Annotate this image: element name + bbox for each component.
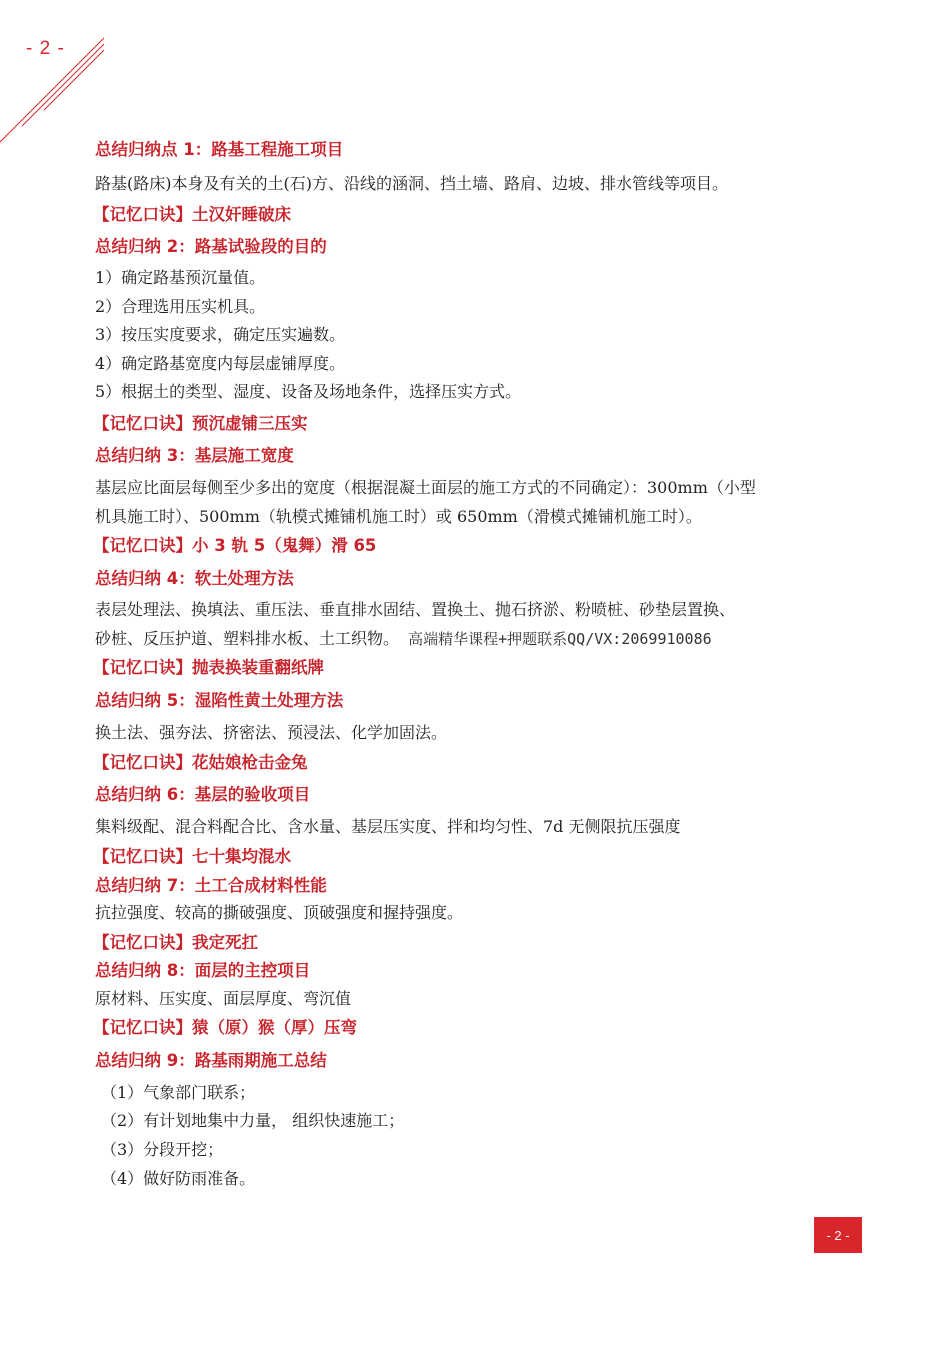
section-8-body: 原材料、压实度、面层厚度、弯沉值 xyxy=(95,989,352,1008)
section-7-mnemonic: 【记忆口诀】我定死扛 xyxy=(93,933,258,952)
watermark-contact: 高端精华课程+押题联系QQ/VX:2069910086 xyxy=(408,630,712,648)
section-9-item: （3）分段开挖； xyxy=(101,1140,224,1159)
section-5-body: 换土法、强夯法、挤密法、预浸法、化学加固法。 xyxy=(95,723,448,742)
section-3-body-line1: 基层应比面层每侧至少多出的宽度（根据混凝土面层的施工方式的不同确定）：300mm（小型 xyxy=(95,478,756,497)
section-3-title: 总结归纳 3：基层施工宽度 xyxy=(95,446,294,465)
section-1-body: 路基(路床)本身及有关的土(石)方、沿线的涵洞、挡土墙、路肩、边坡、排水管线等项目。 xyxy=(95,174,728,193)
section-7-title: 总结归纳 7：土工合成材料性能 xyxy=(95,876,327,895)
section-2-title: 总结归纳 2：路基试验段的目的 xyxy=(95,237,327,256)
section-1-mnemonic: 【记忆口诀】土汉奸睡破床 xyxy=(93,205,291,224)
section-4-body-text: 砂桩、反压护道、塑料排水板、土工织物。 xyxy=(95,629,400,648)
section-5-title: 总结归纳 5：湿陷性黄土处理方法 xyxy=(95,691,344,710)
section-3-mnemonic: 【记忆口诀】小 3 轨 5（鬼舞）滑 65 xyxy=(93,536,377,555)
section-4-title: 总结归纳 4：软土处理方法 xyxy=(95,569,294,588)
section-2-item: 3）按压实度要求，确定压实遍数。 xyxy=(95,325,346,344)
section-9-item: （4）做好防雨准备。 xyxy=(101,1169,256,1188)
corner-decoration xyxy=(0,0,110,150)
section-6-mnemonic: 【记忆口诀】七十集均混水 xyxy=(93,847,291,866)
section-8-mnemonic: 【记忆口诀】猿（原）猴（厚）压弯 xyxy=(93,1018,357,1037)
section-9-item: （1）气象部门联系； xyxy=(101,1083,256,1102)
section-4-body-line1: 表层处理法、换填法、重压法、垂直排水固结、置换土、抛石挤淤、粉喷桩、砂垫层置换、 xyxy=(95,600,736,619)
page-number-badge: - 2 - xyxy=(814,1217,862,1253)
section-6-title: 总结归纳 6：基层的验收项目 xyxy=(95,785,311,804)
page-number-top: - 2 - xyxy=(26,38,65,59)
section-9-title: 总结归纳 9：路基雨期施工总结 xyxy=(95,1051,327,1070)
section-4-body-line2 xyxy=(95,626,712,649)
section-2-item: 2）合理选用压实机具。 xyxy=(95,297,266,316)
section-9-item: （2）有计划地集中力量， 组织快速施工； xyxy=(101,1111,405,1130)
section-2-mnemonic: 【记忆口诀】预沉虚铺三压实 xyxy=(93,414,308,433)
section-5-mnemonic: 【记忆口诀】花姑娘枪击金兔 xyxy=(93,753,308,772)
section-4-mnemonic: 【记忆口诀】抛表换装重翻纸牌 xyxy=(93,658,324,677)
section-8-title: 总结归纳 8：面层的主控项目 xyxy=(95,961,311,980)
section-7-body: 抗拉强度、较高的撕破强度、顶破强度和握持强度。 xyxy=(95,903,464,922)
section-1-title: 总结归纳点 1：路基工程施工项目 xyxy=(95,140,344,159)
section-2-item: 5）根据土的类型、湿度、设备及场地条件，选择压实方式。 xyxy=(95,382,522,401)
section-2-item: 4）确定路基宽度内每层虚铺厚度。 xyxy=(95,354,346,373)
section-6-body: 集料级配、混合料配合比、含水量、基层压实度、拌和均匀性、7d 无侧限抗压强度 xyxy=(95,817,681,836)
section-2-item: 1）确定路基预沉量值。 xyxy=(95,268,266,287)
section-3-body-line2: 机具施工时）、500mm（轨模式摊铺机施工时）或 650mm（滑模式摊铺机施工时）。 xyxy=(95,507,702,526)
